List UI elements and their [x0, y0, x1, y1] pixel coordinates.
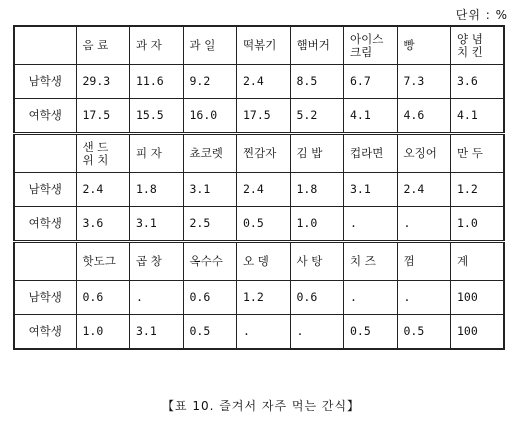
column-header: [76, 242, 130, 281]
column-header: [344, 26, 398, 65]
value-cell: 1.0: [76, 315, 130, 350]
column-header-line: 찐감자: [243, 146, 277, 160]
value-cell: 0.5: [397, 315, 451, 350]
column-header-line: 빵: [403, 38, 415, 52]
value-cell: 1.0: [451, 207, 505, 242]
column-header: [451, 134, 505, 173]
value-cell: 0.5: [237, 207, 291, 242]
table-row: [14, 173, 504, 207]
value-cell: .: [344, 207, 398, 242]
value-cell: 100: [451, 281, 505, 315]
column-header-line: 껌: [403, 254, 415, 268]
value-cell: 7.3: [397, 65, 451, 99]
column-header-line: 위 치: [82, 152, 109, 167]
header-row: [14, 242, 504, 281]
column-header: [183, 26, 237, 65]
value-cell: .: [237, 315, 291, 350]
value-cell: 0.5: [183, 315, 237, 350]
row-label: 여학생: [14, 99, 76, 134]
row-label: 남학생: [14, 65, 76, 99]
value-cell: 2.4: [237, 173, 291, 207]
value-cell: 0.6: [183, 281, 237, 315]
value-cell: 3.1: [183, 173, 237, 207]
value-cell: 0.6: [76, 281, 130, 315]
value-cell: 2.4: [76, 173, 130, 207]
column-header: [237, 26, 291, 65]
column-header: [76, 134, 130, 173]
value-cell: 3.1: [130, 207, 184, 242]
value-cell: 100: [451, 315, 505, 350]
column-header: [344, 242, 398, 281]
corner-cell: [14, 26, 76, 65]
column-header-line: 오징어: [403, 146, 437, 160]
value-cell: 11.6: [130, 65, 184, 99]
column-header: [290, 26, 344, 65]
row-label: 여학생: [14, 315, 76, 350]
column-header: [397, 26, 451, 65]
column-header: [344, 134, 398, 173]
column-header-line: 치 즈: [350, 254, 376, 268]
unit-label: 단위 : %: [455, 8, 508, 22]
column-header: [130, 242, 184, 281]
column-header-line: 치 킨: [457, 44, 483, 59]
value-cell: 5.2: [290, 99, 344, 134]
corner-cell: [14, 134, 76, 173]
column-header: [237, 134, 291, 173]
column-header-line: 양 념: [457, 31, 483, 46]
column-header-line: 김 밥: [296, 146, 323, 160]
column-header-line: 쵸코렛: [189, 146, 223, 160]
value-cell: 2.5: [183, 207, 237, 242]
table-row: [14, 65, 504, 99]
value-cell: 3.6: [76, 207, 130, 242]
row-label: 여학생: [14, 207, 76, 242]
column-header: [397, 134, 451, 173]
value-cell: .: [344, 281, 398, 315]
value-cell: 0.5: [344, 315, 398, 350]
column-header-line: 음 료: [82, 38, 109, 52]
column-header-line: 핫도그: [82, 254, 116, 268]
column-header-line: 햄버거: [296, 38, 330, 52]
column-header: [130, 134, 184, 173]
column-header-line: 계: [457, 254, 469, 268]
value-cell: 1.0: [290, 207, 344, 242]
value-cell: 6.7: [344, 65, 398, 99]
table-row: [14, 207, 504, 242]
value-cell: 4.1: [344, 99, 398, 134]
value-cell: 16.0: [183, 99, 237, 134]
value-cell: 8.5: [290, 65, 344, 99]
column-header-line: 곱 창: [136, 254, 162, 268]
value-cell: 17.5: [237, 99, 291, 134]
table-row: [14, 281, 504, 315]
value-cell: 1.8: [290, 173, 344, 207]
column-header: [290, 134, 344, 173]
value-cell: 1.8: [130, 173, 184, 207]
column-header-line: 과 일: [189, 38, 216, 52]
value-cell: 29.3: [76, 65, 130, 99]
column-header: [183, 134, 237, 173]
value-cell: 1.2: [451, 173, 505, 207]
table-row: [14, 315, 504, 350]
value-cell: 9.2: [183, 65, 237, 99]
table-row: [14, 99, 504, 134]
row-label: 남학생: [14, 173, 76, 207]
column-header-line: 옥수수: [189, 254, 223, 268]
table-caption: 【표 10. 즐겨서 자주 먹는 간식】: [161, 399, 361, 413]
value-cell: .: [290, 315, 344, 350]
value-cell: 4.1: [451, 99, 505, 134]
value-cell: 2.4: [237, 65, 291, 99]
column-header: [183, 242, 237, 281]
column-header: [76, 26, 130, 65]
row-label: 남학생: [14, 281, 76, 315]
header-row: [14, 134, 504, 173]
column-header-line: 만 두: [457, 146, 483, 160]
column-header-line: 피 자: [136, 146, 162, 160]
column-header-line: 과 자: [136, 38, 162, 52]
value-cell: 3.1: [130, 315, 184, 350]
header-row: [14, 26, 504, 65]
column-header-line: 샌 드: [82, 139, 109, 154]
column-header: [290, 242, 344, 281]
snack-frequency-table: [13, 25, 505, 350]
value-cell: .: [397, 281, 451, 315]
value-cell: 1.2: [237, 281, 291, 315]
column-header-line: 떡볶기: [243, 38, 277, 52]
column-header: [397, 242, 451, 281]
column-header: [451, 242, 505, 281]
value-cell: 0.6: [290, 281, 344, 315]
value-cell: 2.4: [397, 173, 451, 207]
column-header: [237, 242, 291, 281]
corner-cell: [14, 242, 76, 281]
value-cell: 17.5: [76, 99, 130, 134]
value-cell: .: [130, 281, 184, 315]
value-cell: 3.6: [451, 65, 505, 99]
column-header-line: 사 탕: [296, 254, 323, 268]
column-header-line: 아이스: [350, 31, 384, 46]
column-header: [451, 26, 505, 65]
column-header-line: 컵라면: [350, 146, 384, 160]
value-cell: 4.6: [397, 99, 451, 134]
value-cell: 3.1: [344, 173, 398, 207]
value-cell: 15.5: [130, 99, 184, 134]
column-header-line: 오 뎅: [243, 254, 269, 268]
column-header: [130, 26, 184, 65]
value-cell: .: [397, 207, 451, 242]
column-header-line: 크림: [350, 44, 373, 59]
